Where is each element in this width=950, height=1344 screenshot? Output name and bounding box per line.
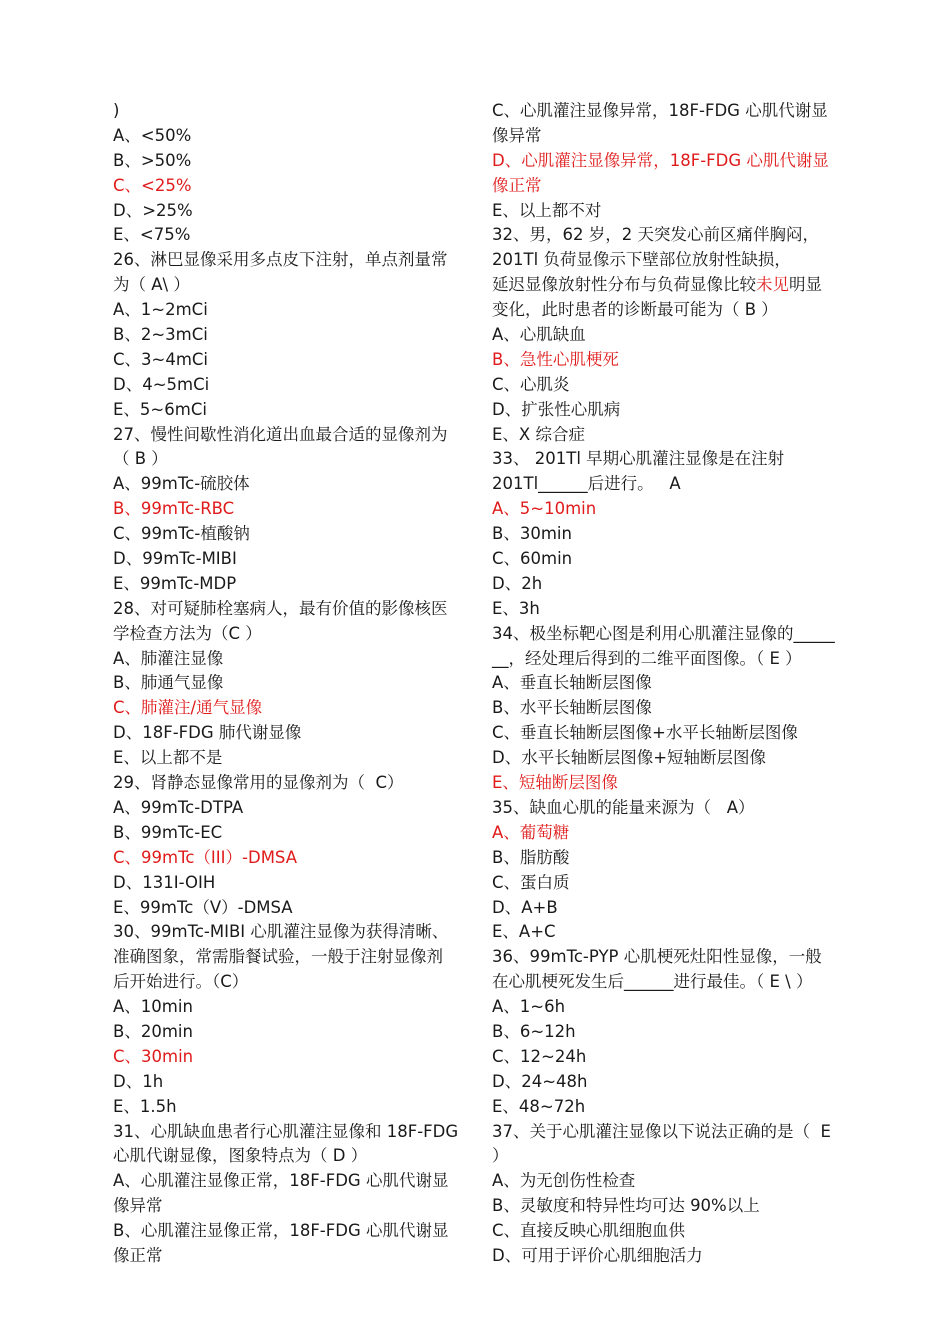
line-text: 延迟显像放射性分布与负荷显像比较 [492, 275, 756, 295]
text-line [492, 199, 844, 224]
text-line [113, 671, 465, 696]
text-line [113, 497, 465, 522]
text-line [113, 174, 465, 199]
line-text: E、以上都不是 [113, 748, 223, 768]
line-text: D、18F-FDG 肺代谢显像 [113, 723, 302, 743]
line-text: A、<50% [113, 125, 192, 145]
text-line [113, 199, 465, 224]
text-line [113, 273, 465, 298]
line-text: D、>25% [113, 200, 193, 220]
text-line [113, 1020, 465, 1045]
line-text: E、99mTc-MDP [113, 573, 237, 593]
line-text: D、水平长轴断层图像+短轴断层图像 [492, 748, 767, 768]
line-text: 35、缺血心肌的能量来源为（ A） [492, 797, 755, 817]
text-line [113, 871, 465, 896]
line-text: A、5~10min [492, 499, 597, 519]
text-line [492, 248, 844, 273]
text-line [492, 647, 844, 672]
line-text: （ B ） [113, 449, 168, 469]
line-text: 像正常 [113, 1245, 163, 1265]
text-line [113, 945, 465, 970]
line-text: B、20min [113, 1021, 193, 1041]
text-line [492, 472, 844, 497]
line-text: A、99mTc-DTPA [113, 797, 244, 817]
line-text: D、4~5mCi [113, 374, 210, 394]
text-line [492, 846, 844, 871]
text-line [492, 1219, 844, 1244]
line-text: 33、 201Tl 早期心肌灌注显像是在注射 [492, 449, 785, 469]
text-line [492, 821, 844, 846]
left-column [113, 99, 465, 1269]
text-line [492, 223, 844, 248]
line-text: B、30min [492, 524, 572, 544]
line-text: B、心肌灌注显像正常，18F-FDG 心肌代谢显 [113, 1221, 449, 1241]
line-text: E、A+C [492, 922, 556, 942]
text-line [113, 547, 465, 572]
line-text: 变化，此时患者的诊断最可能为（ B ） [492, 300, 778, 320]
line-text: C、肺灌注/通气显像 [113, 698, 263, 718]
text-line [113, 1194, 465, 1219]
line-text: A、垂直长轴断层图像 [492, 673, 652, 693]
line-text: A、1~2mCi [113, 300, 208, 320]
line-text: E、5~6mCi [113, 399, 207, 419]
text-line [492, 1120, 844, 1145]
text-line [113, 597, 465, 622]
text-line [113, 796, 465, 821]
line-text: B、急性心肌梗死 [492, 349, 619, 369]
highlight-text: 未见 [756, 275, 789, 295]
line-text: C、蛋白质 [492, 872, 570, 892]
line-text: B、脂肪酸 [492, 847, 570, 867]
line-text: E、<75% [113, 225, 191, 245]
text-line [113, 572, 465, 597]
line-text: 31、心肌缺血患者行心肌灌注显像和 18F-FDG [113, 1121, 459, 1141]
text-line [492, 149, 844, 174]
text-line [492, 522, 844, 547]
text-line [113, 970, 465, 995]
text-line [113, 771, 465, 796]
text-line [113, 721, 465, 746]
text-line [113, 323, 465, 348]
text-line [113, 746, 465, 771]
text-line [492, 945, 844, 970]
text-line [113, 373, 465, 398]
line-text: D、2h [492, 573, 543, 593]
line-text: C、3~4mCi [113, 349, 209, 369]
text-line [113, 1244, 465, 1269]
text-line [492, 1169, 844, 1194]
line-text: D、1h [113, 1071, 164, 1091]
line-text: 32、男，62 岁，2 天突发心前区痛伴胸闷， [492, 225, 819, 245]
line-text: 像异常 [113, 1196, 163, 1216]
line-text: A、葡萄糖 [492, 822, 570, 842]
line-text: B、6~12h [492, 1021, 576, 1041]
text-line [492, 547, 844, 572]
line-text: C、<25% [113, 175, 192, 195]
line-text: E、以上都不对 [492, 200, 602, 220]
text-line [492, 124, 844, 149]
text-line [113, 124, 465, 149]
line-text: D、扩张性心肌病 [492, 399, 621, 419]
line-text: B、2~3mCi [113, 325, 208, 345]
line-text: D、A+B [492, 897, 558, 917]
line-text: E、短轴断层图像 [492, 773, 618, 793]
text-line [113, 447, 465, 472]
text-line [492, 771, 844, 796]
text-line [492, 622, 844, 647]
line-text: E、48~72h [492, 1096, 586, 1116]
text-line [492, 1020, 844, 1045]
text-line [113, 920, 465, 945]
line-text: ) [113, 101, 120, 120]
line-text: D、24~48h [492, 1071, 588, 1091]
text-line [113, 1169, 465, 1194]
text-line [492, 348, 844, 373]
line-text: ） [492, 1146, 509, 1166]
text-line [113, 622, 465, 647]
text-line [113, 696, 465, 721]
text-line [113, 298, 465, 323]
line-text: 心肌代谢显像，图象特点为（ D ） [113, 1146, 368, 1166]
text-line [492, 721, 844, 746]
text-line [113, 398, 465, 423]
text-line [113, 99, 465, 124]
text-line [492, 597, 844, 622]
text-line [113, 1120, 465, 1145]
line-text: C、垂直长轴断层图像+水平长轴断层图像 [492, 723, 798, 743]
line-text: C、99mTc（III）-DMSA [113, 847, 297, 867]
line-text: E、99mTc（V）-DMSA [113, 897, 293, 917]
line-text: 像正常 [492, 175, 542, 195]
text-line [113, 248, 465, 273]
line-text: D、99mTc-MIBI [113, 549, 237, 569]
text-line [492, 398, 844, 423]
line-text: E、X 综合症 [492, 424, 585, 444]
text-line [492, 995, 844, 1020]
line-text: A、99mTc-硫胶体 [113, 474, 250, 494]
line-text: 准确图象，常需脂餐试验，一般于注射显像剂 [113, 947, 443, 967]
line-text: A、10min [113, 997, 193, 1017]
right-column [492, 99, 844, 1269]
line-text: B、肺通气显像 [113, 673, 224, 693]
line-text: B、>50% [113, 150, 192, 170]
line-text: D、131I-OIH [113, 872, 216, 892]
line-text: 在心肌梗死发生后______进行最佳。（ E \ ） [492, 972, 813, 992]
text-line [113, 472, 465, 497]
text-line [113, 1144, 465, 1169]
text-line [492, 1144, 844, 1169]
line-text: 34、极坐标靶心图是利用心肌灌注显像的_____ [492, 623, 835, 643]
line-text: 27、慢性间歇性消化道出血最合适的显像剂为 [113, 424, 448, 444]
line-text: 201Tl______后进行。 A [492, 474, 681, 494]
text-line [113, 223, 465, 248]
text-line [113, 821, 465, 846]
text-line [113, 647, 465, 672]
text-line [492, 447, 844, 472]
text-line [492, 1095, 844, 1120]
line-text: A、为无创伤性检查 [492, 1171, 636, 1191]
text-line [492, 970, 844, 995]
text-line [113, 846, 465, 871]
line-text: 36、99mTc-PYP 心肌梗死灶阳性显像，一般 [492, 947, 822, 967]
line-text: C、60min [492, 549, 573, 569]
text-line [492, 1244, 844, 1269]
text-line [113, 423, 465, 448]
text-line [492, 1194, 844, 1219]
line-text: C、12~24h [492, 1046, 587, 1066]
line-text: 后开始进行。（C） [113, 972, 249, 992]
text-line [492, 497, 844, 522]
line-text: C、直接反映心肌细胞血供 [492, 1221, 686, 1241]
line-text: 像异常 [492, 125, 542, 145]
text-line [492, 696, 844, 721]
line-text: 37、关于心肌灌注显像以下说法正确的是（ E [492, 1121, 831, 1141]
text-line [492, 174, 844, 199]
line-text: A、1~6h [492, 997, 566, 1017]
text-line [113, 1095, 465, 1120]
text-line [113, 1045, 465, 1070]
text-line [492, 373, 844, 398]
line-text-tail: 明显 [789, 275, 822, 295]
line-text: 29、肾静态显像常用的显像剂为（ C） [113, 773, 404, 793]
line-text: 26、淋巴显像采用多点皮下注射，单点剂量常 [113, 250, 448, 270]
line-text: B、水平长轴断层图像 [492, 698, 652, 718]
text-line [492, 1045, 844, 1070]
line-text: B、灵敏度和特异性均可达 90%以上 [492, 1196, 760, 1216]
text-line [492, 298, 844, 323]
line-text: E、3h [492, 598, 540, 618]
line-text: 201Tl 负荷显像示下壁部位放射性缺损， [492, 250, 791, 270]
line-text: C、30min [113, 1046, 194, 1066]
text-line [113, 896, 465, 921]
line-text: B、99mTc-EC [113, 822, 223, 842]
line-text: 28、对可疑肺栓塞病人，最有价值的影像核医 [113, 598, 448, 618]
text-line [492, 796, 844, 821]
line-text: 30、99mTc-MIBI 心肌灌注显像为获得清晰、 [113, 922, 449, 942]
text-line [492, 896, 844, 921]
line-text: E、1.5h [113, 1096, 177, 1116]
text-line [492, 1070, 844, 1095]
line-text: C、心肌灌注显像异常，18F-FDG 心肌代谢显 [492, 101, 828, 120]
text-line [113, 348, 465, 373]
line-text: D、可用于评价心肌细胞活力 [492, 1245, 703, 1265]
text-line [492, 671, 844, 696]
text-line [492, 746, 844, 771]
text-line [492, 273, 844, 298]
line-text: A、肺灌注显像 [113, 648, 224, 668]
text-line [113, 1219, 465, 1244]
text-line [492, 920, 844, 945]
line-text: A、心肌灌注显像正常，18F-FDG 心肌代谢显 [113, 1171, 449, 1191]
text-line [113, 995, 465, 1020]
text-line [492, 323, 844, 348]
line-text: __，经处理后得到的二维平面图像。（ E ） [492, 648, 802, 668]
line-text: B、99mTc-RBC [113, 499, 235, 519]
line-text: C、99mTc-植酸钠 [113, 524, 250, 544]
text-line [492, 423, 844, 448]
text-line [492, 572, 844, 597]
line-text: 为（ A\ ） [113, 275, 190, 295]
text-line [113, 522, 465, 547]
text-line [492, 871, 844, 896]
line-text: D、心肌灌注显像异常，18F-FDG 心肌代谢显 [492, 150, 829, 170]
text-line [113, 149, 465, 174]
line-text: C、心肌炎 [492, 374, 570, 394]
line-text: A、心肌缺血 [492, 325, 586, 345]
text-line [113, 1070, 465, 1095]
text-line [492, 99, 844, 124]
line-text: 学检查方法为（C ） [113, 623, 262, 643]
